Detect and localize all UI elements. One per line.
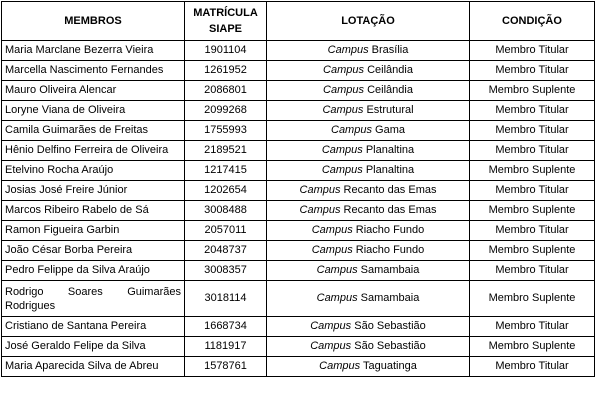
campus-label: Campus xyxy=(323,84,365,96)
siape-cell: 3008357 xyxy=(185,261,267,281)
table-row xyxy=(2,81,595,101)
member-name-cell: Maria Marclane Bezerra Vieira xyxy=(2,41,185,61)
table-row xyxy=(2,201,595,221)
condition-cell: Membro Titular xyxy=(470,357,595,377)
siape-cell: 2057011 xyxy=(185,221,267,241)
table-row xyxy=(2,281,595,317)
condition-cell: Membro Titular xyxy=(470,121,595,141)
lotacao-cell xyxy=(267,357,470,377)
member-name-cell: Rodrigo Soares Guimarães Rodrigues xyxy=(2,281,185,317)
lotacao-cell xyxy=(267,161,470,181)
table-row xyxy=(2,61,595,81)
campus-location: Planaltina xyxy=(365,144,415,156)
table-header-row xyxy=(2,2,595,41)
campus-label: Campus xyxy=(319,360,361,372)
lotacao-cell xyxy=(267,281,470,317)
lotacao-cell xyxy=(267,61,470,81)
campus-location: Recanto das Emas xyxy=(343,184,437,196)
lotacao-cell xyxy=(267,261,470,281)
campus-location: Samambaia xyxy=(360,292,420,304)
member-name-cell: Ramon Figueira Garbin xyxy=(2,221,185,241)
member-name-cell: Camila Guimarães de Freitas xyxy=(2,121,185,141)
siape-cell: 2048737 xyxy=(185,241,267,261)
campus-location: Brasília xyxy=(371,44,409,56)
campus-label: Campus xyxy=(323,64,365,76)
siape-cell: 1261952 xyxy=(185,61,267,81)
campus-label: Campus xyxy=(299,204,341,216)
lotacao-cell xyxy=(267,241,470,261)
lotacao-cell xyxy=(267,221,470,241)
header-matricula-line1: MATRÍCULA xyxy=(193,7,258,19)
table-row xyxy=(2,101,595,121)
campus-location: Taguatinga xyxy=(363,360,417,372)
lotacao-cell xyxy=(267,317,470,337)
member-name-cell: Mauro Oliveira Alencar xyxy=(2,81,185,101)
campus-label: Campus xyxy=(331,124,372,136)
siape-cell: 2099268 xyxy=(185,101,267,121)
member-name-cell: Marcella Nascimento Fernandes xyxy=(2,61,185,81)
table-row xyxy=(2,181,595,201)
lotacao-cell xyxy=(267,337,470,357)
campus-label: Campus xyxy=(321,144,363,156)
header-membros: MEMBROS xyxy=(2,2,185,41)
lotacao-cell xyxy=(267,141,470,161)
condition-cell: Membro Titular xyxy=(470,261,595,281)
condition-cell: Membro Titular xyxy=(470,141,595,161)
member-name-cell: Pedro Felippe da Silva Araújo xyxy=(2,261,185,281)
member-name-cell: Maria Aparecida Silva de Abreu xyxy=(2,357,185,377)
member-name-cell: José Geraldo Felipe da Silva xyxy=(2,337,185,357)
member-name-cell: Hênio Delfino Ferreira de Oliveira xyxy=(2,141,185,161)
campus-location: Riacho Fundo xyxy=(355,224,425,236)
campus-label: Campus xyxy=(322,104,364,116)
campus-location: São Sebastião xyxy=(354,340,426,352)
condition-cell: Membro Suplente xyxy=(470,281,595,317)
condition-cell: Membro Suplente xyxy=(470,161,595,181)
condition-cell: Membro Titular xyxy=(470,221,595,241)
campus-location: Gama xyxy=(375,124,405,136)
table-row xyxy=(2,221,595,241)
condition-cell: Membro Titular xyxy=(470,317,595,337)
members-table xyxy=(1,1,595,377)
campus-location: Samambaia xyxy=(360,264,420,276)
campus-label: Campus xyxy=(321,164,363,176)
table-row xyxy=(2,161,595,181)
table-row xyxy=(2,317,595,337)
condition-cell: Membro Titular xyxy=(470,61,595,81)
table-row xyxy=(2,141,595,161)
header-lotacao: LOTAÇÃO xyxy=(267,2,470,41)
campus-label: Campus xyxy=(316,292,358,304)
siape-cell: 1202654 xyxy=(185,181,267,201)
campus-location: Riacho Fundo xyxy=(355,244,425,256)
campus-location: Estrutural xyxy=(366,104,414,116)
campus-location: São Sebastião xyxy=(354,320,426,332)
condition-cell: Membro Suplente xyxy=(470,241,595,261)
member-name-cell: João César Borba Pereira xyxy=(2,241,185,261)
siape-cell: 1578761 xyxy=(185,357,267,377)
siape-cell: 2189521 xyxy=(185,141,267,161)
condition-cell: Membro Titular xyxy=(470,101,595,121)
member-name-cell: Etelvino Rocha Araújo xyxy=(2,161,185,181)
siape-cell: 3008488 xyxy=(185,201,267,221)
member-name-cell: Cristiano de Santana Pereira xyxy=(2,317,185,337)
campus-label: Campus xyxy=(316,264,358,276)
lotacao-cell xyxy=(267,181,470,201)
condition-cell: Membro Suplente xyxy=(470,201,595,221)
siape-cell: 3018114 xyxy=(185,281,267,317)
campus-label: Campus xyxy=(310,340,352,352)
siape-cell: 1181917 xyxy=(185,337,267,357)
table-row xyxy=(2,41,595,61)
campus-label: Campus xyxy=(310,320,352,332)
header-matricula-line2: SIAPE xyxy=(208,23,242,35)
table-row xyxy=(2,261,595,281)
table-row xyxy=(2,337,595,357)
condition-cell: Membro Suplente xyxy=(470,81,595,101)
lotacao-cell xyxy=(267,101,470,121)
campus-location: Planaltina xyxy=(365,164,415,176)
lotacao-cell xyxy=(267,81,470,101)
table-row xyxy=(2,357,595,377)
campus-location: Ceilândia xyxy=(367,84,413,96)
siape-cell: 1755993 xyxy=(185,121,267,141)
lotacao-cell xyxy=(267,121,470,141)
condition-cell: Membro Suplente xyxy=(470,337,595,357)
siape-cell: 1901104 xyxy=(185,41,267,61)
campus-label: Campus xyxy=(327,44,369,56)
header-matricula xyxy=(185,2,267,41)
lotacao-cell xyxy=(267,201,470,221)
member-name-cell: Josias José Freire Júnior xyxy=(2,181,185,201)
campus-location: Recanto das Emas xyxy=(343,204,437,216)
table-row xyxy=(2,241,595,261)
condition-cell: Membro Titular xyxy=(470,181,595,201)
siape-cell: 1217415 xyxy=(185,161,267,181)
lotacao-cell xyxy=(267,41,470,61)
table-row xyxy=(2,121,595,141)
campus-label: Campus xyxy=(311,224,353,236)
member-name-cell: Marcos Ribeiro Rabelo de Sá xyxy=(2,201,185,221)
table-body xyxy=(2,41,595,377)
header-condicao: CONDIÇÃO xyxy=(470,2,595,41)
siape-cell: 2086801 xyxy=(185,81,267,101)
campus-label: Campus xyxy=(311,244,353,256)
campus-location: Ceilândia xyxy=(367,64,413,76)
campus-label: Campus xyxy=(299,184,341,196)
member-name-cell: Loryne Viana de Oliveira xyxy=(2,101,185,121)
siape-cell: 1668734 xyxy=(185,317,267,337)
condition-cell: Membro Titular xyxy=(470,41,595,61)
